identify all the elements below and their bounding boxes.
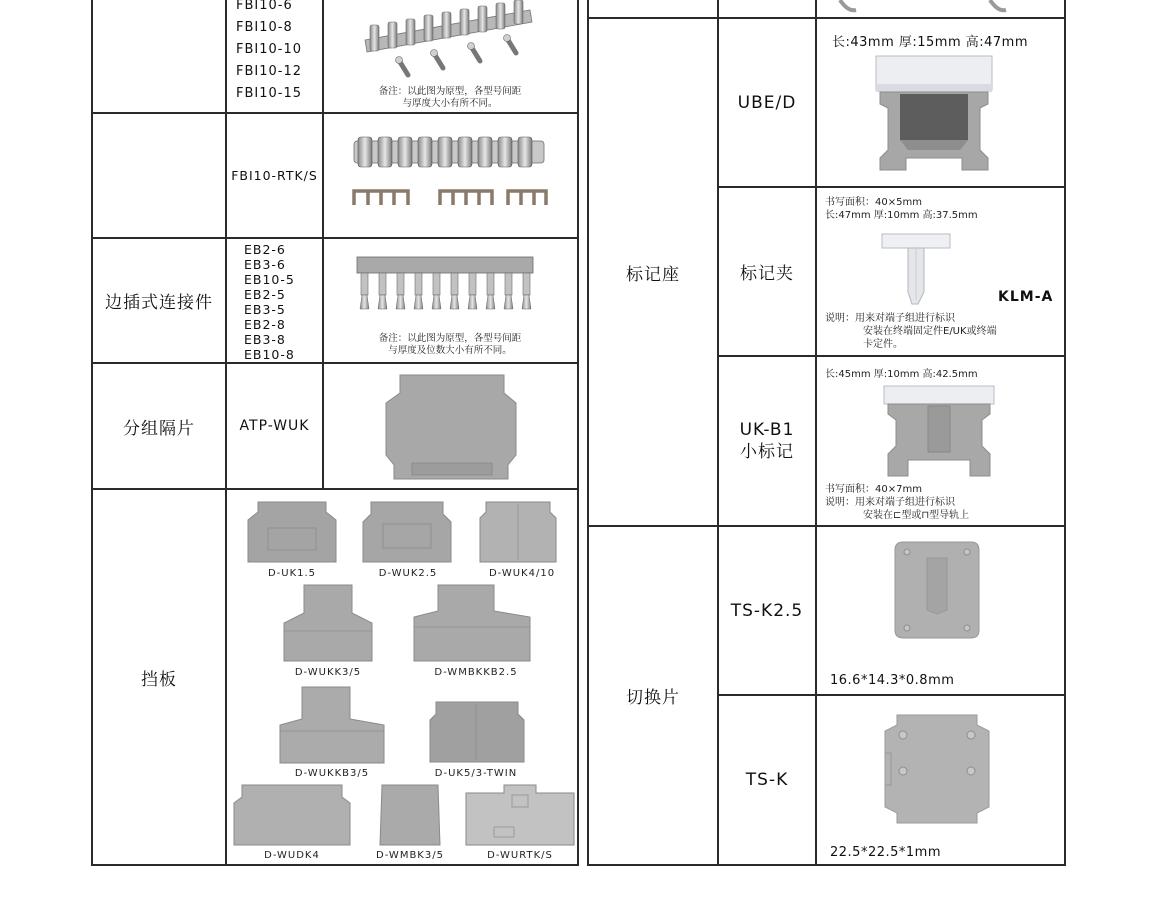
eb-note-line: 与厚度及位数大小有所不同。 xyxy=(388,345,512,356)
ukb1-model-name: UK-B1 xyxy=(739,420,795,440)
baffle-d-uk1-5-image xyxy=(246,500,338,564)
baffle-label: D-WUK4/10 xyxy=(488,568,556,579)
eb-model: EB3-6 xyxy=(244,257,286,272)
ukb1-writing-area: 书写面积：40×7mm xyxy=(825,484,922,495)
edge-connector-category: 边插式连接件 xyxy=(105,293,213,313)
baffle-d-wuk4-10-image xyxy=(478,500,558,564)
ukb1-model xyxy=(719,357,815,525)
eb-model: EB3-8 xyxy=(244,332,286,347)
fbi-model: FBI10-10 xyxy=(236,42,303,57)
clip-note xyxy=(825,312,997,351)
clip-note-line: 说明：用来对端子组进行标识 xyxy=(825,313,955,324)
clip-dimensions: 长:47mm 厚:10mm 高:37.5mm xyxy=(825,210,978,221)
left-row-line-1 xyxy=(91,112,579,114)
baffle-label: D-WUKKB3/5 xyxy=(294,768,370,779)
fbi-jumper-bar-image xyxy=(360,0,540,80)
eb-model: EB2-5 xyxy=(244,287,286,302)
baffle-label: D-WURTK/S xyxy=(487,850,553,861)
tsk25-model: TS-K2.5 xyxy=(730,600,804,621)
ukb1-note-line: 说明：用来对端子组进行标识 xyxy=(825,497,955,508)
klm-a-label: KLM-A xyxy=(998,289,1054,305)
baffle-d-wmbkkb2-5-image xyxy=(410,583,534,663)
clip-note-line: 安装在终端固定件E/UK或终端 xyxy=(863,326,997,337)
baffle-label: D-WMBKKB2.5 xyxy=(434,667,518,678)
eb-model: EB3-5 xyxy=(244,302,286,317)
baffle-d-uk5-3-twin-image xyxy=(428,700,526,764)
baffle-d-wmbk3-5-image xyxy=(378,783,442,847)
tsk-switch-plate-image xyxy=(881,713,993,825)
fbi-note xyxy=(340,86,560,110)
ukb1-dimensions: 长:45mm 厚:10mm 高:42.5mm xyxy=(825,369,978,380)
clip-model: 标记夹 xyxy=(740,264,794,284)
baffle-label: D-WUK2.5 xyxy=(378,568,438,579)
baffle-label: D-WMBK3/5 xyxy=(376,850,444,861)
eb-connector-image xyxy=(355,255,540,317)
ukb1-note-line: 安装在⊏型或⊓型导轨上 xyxy=(863,510,970,521)
eb-model: EB10-5 xyxy=(244,272,295,287)
eb-model: EB10-8 xyxy=(244,347,295,362)
right-table-divider-2 xyxy=(815,0,817,866)
eb-model: EB2-6 xyxy=(244,242,286,257)
baffle-label: D-UK5/3-TWIN xyxy=(434,768,518,779)
rtk-jumper-image xyxy=(348,133,553,213)
ube-model: UBE/D xyxy=(737,92,797,113)
rtk-model: FBI10-RTK/S xyxy=(231,168,318,183)
switch-plate-category: 切换片 xyxy=(626,688,680,708)
group-separator-category: 分组隔片 xyxy=(123,418,195,439)
marker-holder-category: 标记座 xyxy=(626,264,680,285)
left-table-divider-2 xyxy=(322,0,324,490)
ube-marker-holder-image xyxy=(870,54,998,172)
clip-writing-area: 书写面积：40×5mm xyxy=(825,197,922,208)
fbi-model: FBI10-15 xyxy=(236,86,303,101)
ube-dimensions: 长:43mm 厚:15mm 高:47mm xyxy=(832,35,1029,50)
fbi-model-list xyxy=(236,0,302,105)
baffle-d-wurtk-s-image xyxy=(464,783,576,847)
tsk-model: TS-K xyxy=(745,770,789,790)
ukb1-marker-image xyxy=(880,384,998,478)
eb-model: EB2-8 xyxy=(244,317,286,332)
klm-a-clip-image xyxy=(880,232,952,310)
baffle-label: D-UK1.5 xyxy=(267,568,317,579)
tsk25-dimensions: 16.6*14.3*0.8mm xyxy=(830,673,955,688)
baffle-d-wukkb3-5-image xyxy=(278,685,386,765)
baffle-d-wudk4-image xyxy=(232,783,352,847)
fbi-note-line: 备注：以此图为原型，各型号间距 xyxy=(378,86,522,97)
tsk25-switch-plate-image xyxy=(893,540,981,640)
baffle-label: D-WUDK4 xyxy=(264,850,320,861)
fbi-model: FBI10-8 xyxy=(236,20,293,35)
ukb1-model-subtitle: 小标记 xyxy=(740,442,794,462)
clip-note-line: 卡定件。 xyxy=(863,339,903,350)
right-table-border-bottom xyxy=(587,864,1066,866)
group-separator-image xyxy=(382,373,522,481)
left-table-border-bottom xyxy=(91,864,579,866)
cut-off-product-image xyxy=(820,0,1060,14)
group-separator-model: ATP-WUK xyxy=(239,418,310,434)
baffle-d-wuk2-5-image xyxy=(361,500,453,564)
baffle-category: 挡板 xyxy=(141,669,177,690)
fbi-model: FBI10-6 xyxy=(236,0,293,13)
right-table-border-right xyxy=(1064,0,1066,866)
ukb1-note xyxy=(825,496,969,522)
eb-note-line: 备注：以此图为原型，各型号间距 xyxy=(378,333,522,344)
eb-model-list xyxy=(244,242,295,362)
tsk-dimensions: 22.5*22.5*1mm xyxy=(830,845,941,860)
eb-note xyxy=(340,333,560,357)
baffle-d-wukk3-5-image xyxy=(282,583,374,663)
left-table-border-right xyxy=(577,0,579,866)
fbi-note-line: 与厚度大小有所不同。 xyxy=(402,98,498,109)
baffle-label: D-WUKK3/5 xyxy=(294,667,362,678)
fbi-model: FBI10-12 xyxy=(236,64,303,79)
